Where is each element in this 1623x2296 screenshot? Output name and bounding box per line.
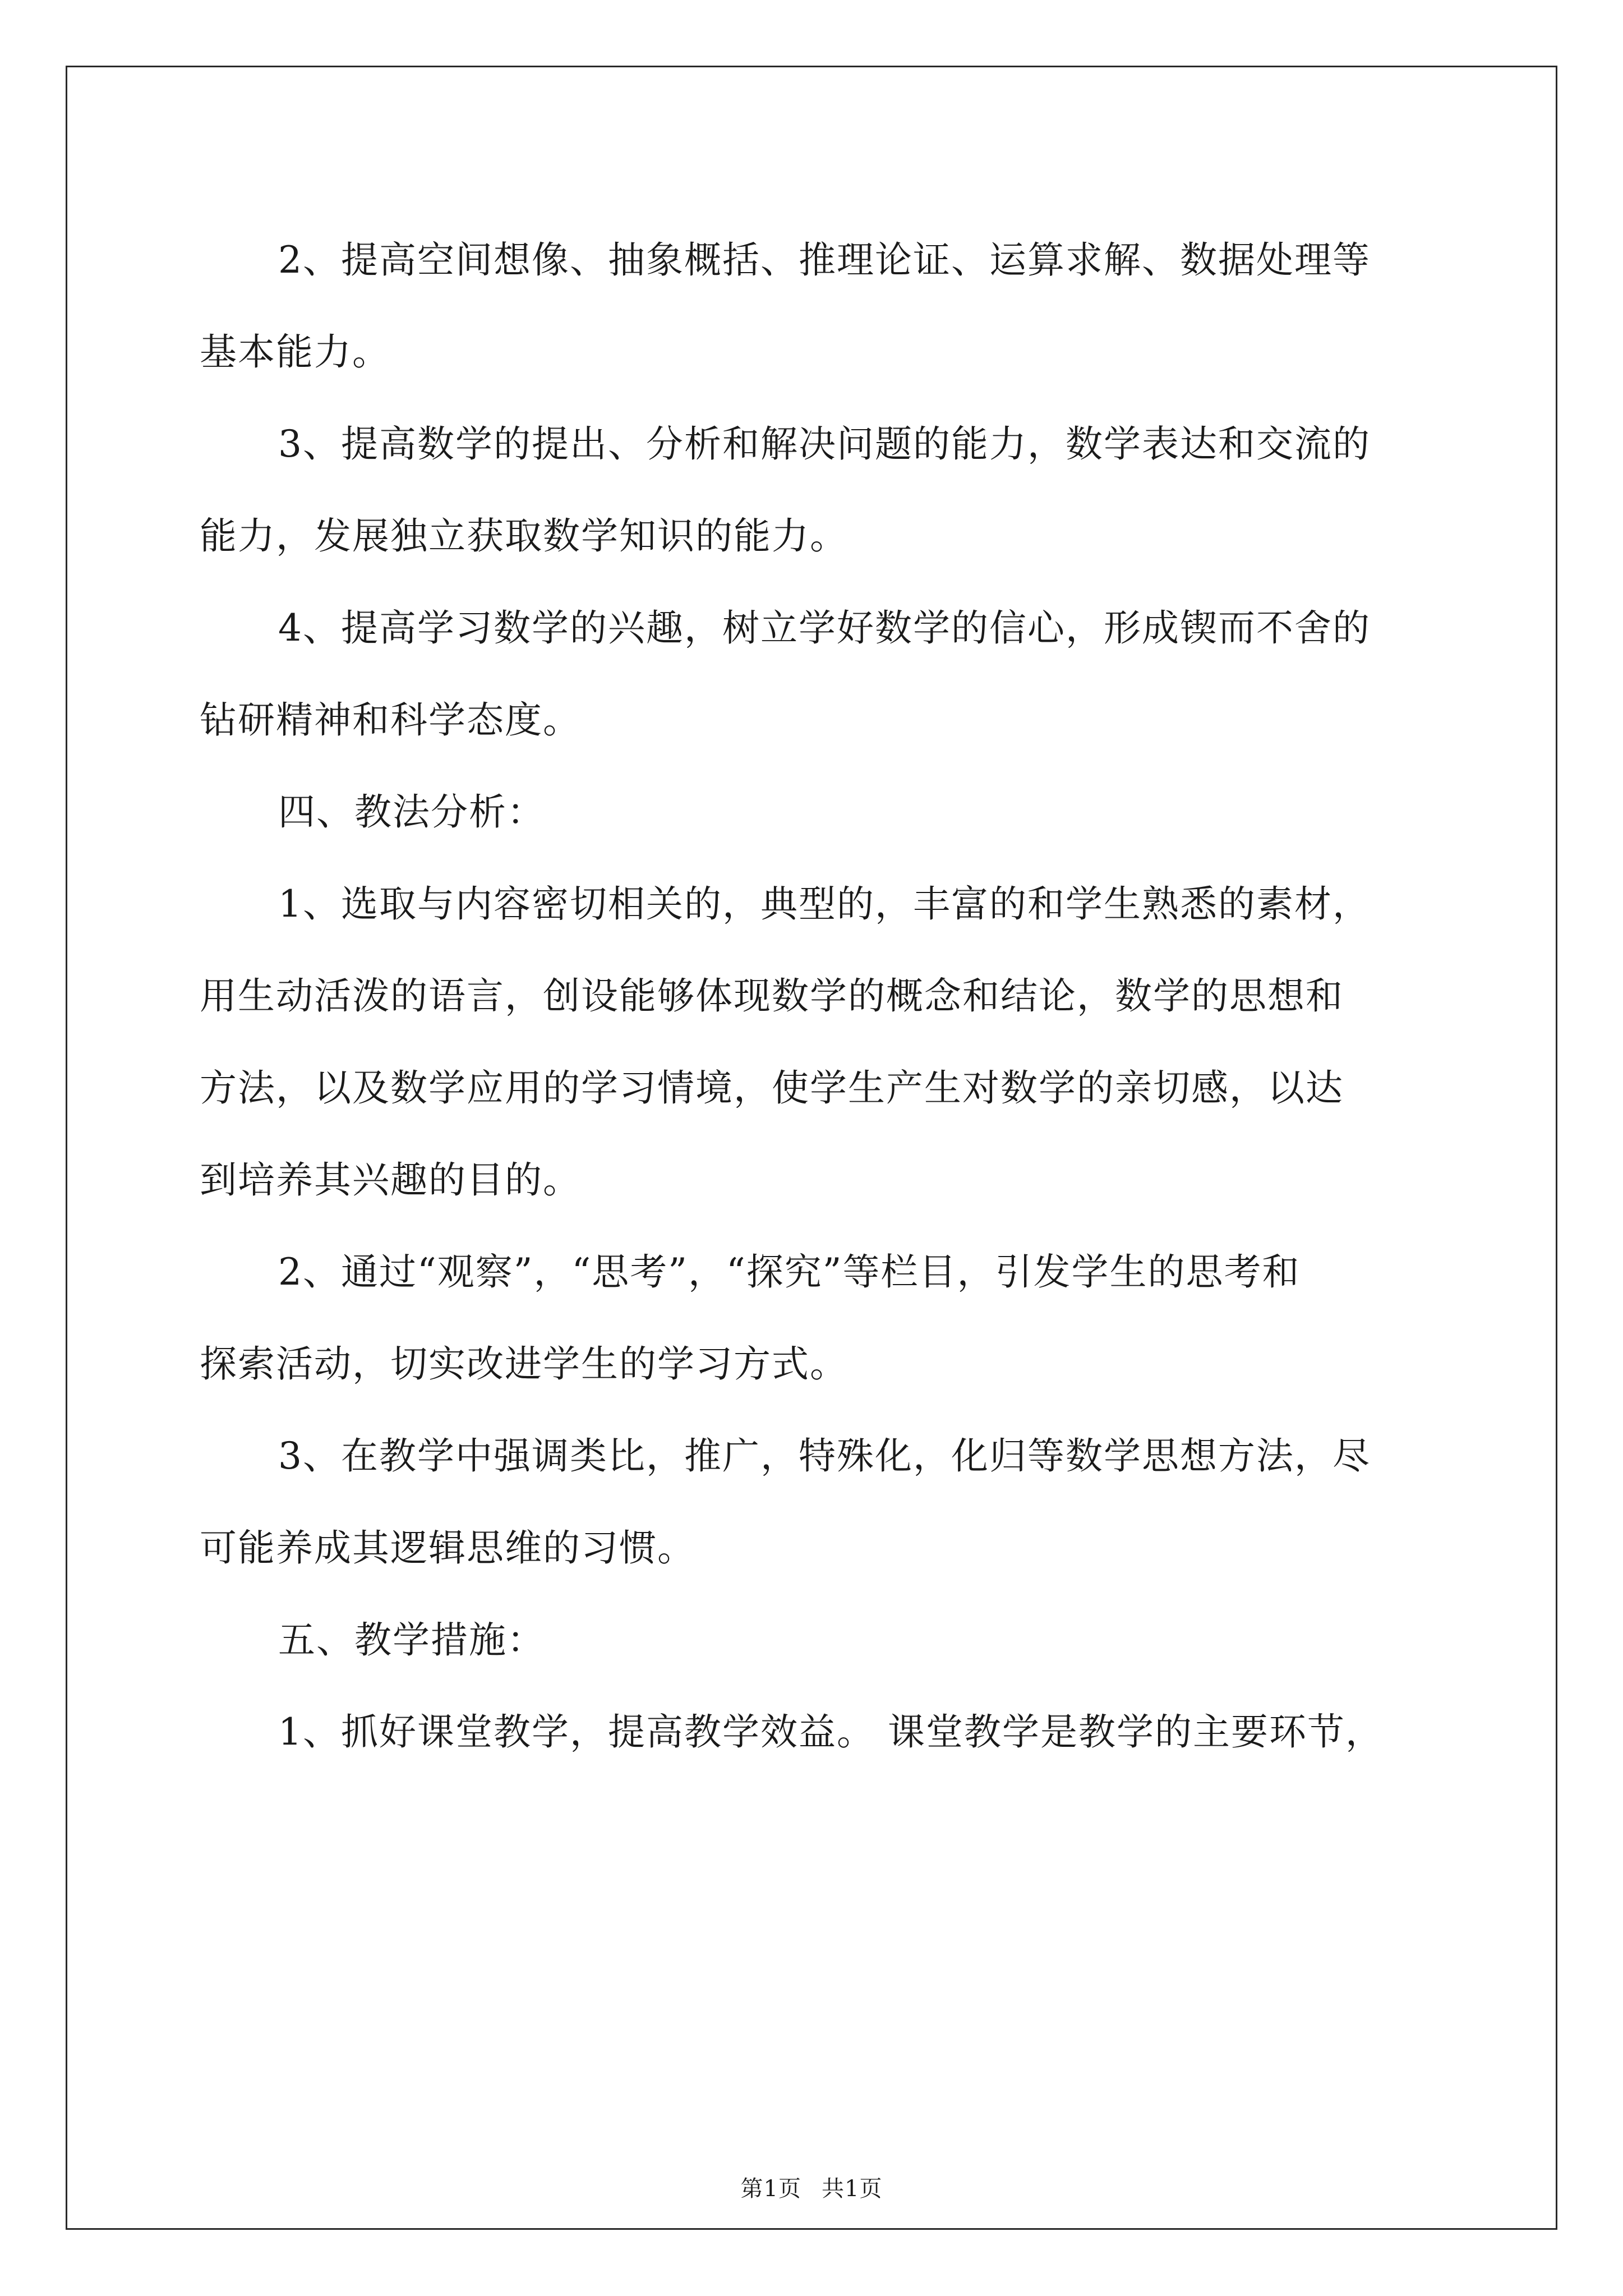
- section-heading: 四、教法分析：: [278, 790, 545, 834]
- page-number: 第1页: [740, 2176, 801, 2202]
- text-line: 4、提高学习数学的兴趣，树立学好数学的信心，形成锲而不舍的: [278, 606, 1371, 650]
- text-line: 2、提高空间想像、抽象概括、推理论证、运算求解、数据处理等: [278, 238, 1371, 282]
- text-line: 3、在教学中强调类比，推广，特殊化，化归等数学思想方法，尽: [278, 1434, 1371, 1478]
- text-line: 1、抓好课堂教学，提高教学效益。 课堂教学是教学的主要环节，: [278, 1710, 1384, 1754]
- text-line: 方法，以及数学应用的学习情境，使学生产生对数学的亲切感，以达: [200, 1066, 1344, 1110]
- text-line: 1、选取与内容密切相关的，典型的，丰富的和学生熟悉的素材，: [278, 882, 1371, 926]
- text-line: 3、提高数学的提出、分析和解决问题的能力，数学表达和交流的: [278, 422, 1371, 466]
- page-footer: [0, 2171, 1623, 2203]
- section-heading: 五、教学措施：: [278, 1618, 545, 1662]
- page-total: 共1页: [822, 2176, 883, 2202]
- text-line: 2、通过“观察”，“思考”，“探究”等栏目，引发学生的思考和: [278, 1250, 1301, 1294]
- text-line: 探索活动，切实改进学生的学习方式。: [200, 1342, 848, 1386]
- text-line: 可能养成其逻辑思维的习惯。: [200, 1526, 695, 1570]
- document-body: [200, 214, 1428, 1778]
- text-line: 基本能力。: [200, 330, 390, 374]
- text-line: 到培养其兴趣的目的。: [200, 1158, 581, 1202]
- text-line: 能力，发展独立获取数学知识的能力。: [200, 514, 848, 558]
- text-block: [200, 214, 1428, 1778]
- text-line: 钻研精神和科学态度。: [200, 698, 581, 742]
- text-line: 用生动活泼的语言，创设能够体现数学的概念和结论，数学的思想和: [200, 974, 1344, 1018]
